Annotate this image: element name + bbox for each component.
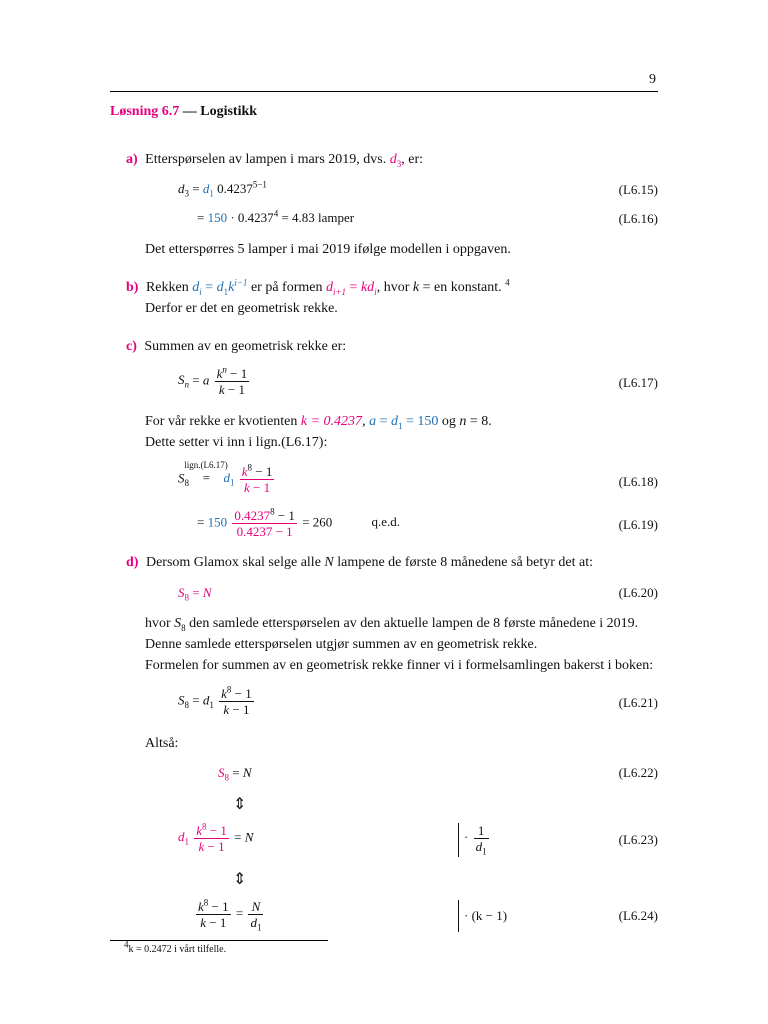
header-rule [110,91,658,92]
n-value: = 8. [469,414,492,429]
tag-l6-16: (L6.16) [618,211,658,226]
part-d-text-4: Formelen for summen av en geometrisk rekke finner vi i formelsamlingen bakerst i boken: [145,658,654,673]
footnote [124,939,227,955]
part-a-text-end: , er: [401,152,423,167]
equation-l6-24: $\frac{k^8 - 1}{k - 1}$ = $\frac{N}{d_1}$ [198,897,262,933]
part-a-intro: a) Etterspørselen av lampen i mars 2019, dvs. $d_3$, er: [126,152,423,169]
eq19-result: = 260 [302,514,333,530]
part-a-text: Etterspørselen av lampen i mars 2019, dvs. [145,152,387,167]
part-d-text-5: Altså: [145,736,179,751]
equivalence-arrow-icon: ⇕ [233,796,247,813]
tag-l6-21: (L6.21) [618,695,658,710]
equation-l6-19: = 150 $\frac{0.4237^8 - 1}{0.4237 - 1}$ = 260 q.e.d. [197,506,401,539]
equation-l6-16: = $150 \cdot 0.4237^4 = 4.83$ lamper [197,208,355,225]
eq19-numerator: 0.4237 [234,508,271,523]
part-b-line2: Derfor er det en geometrisk rekke. [145,301,338,316]
part-d-text-1b: lampene de første 8 månedene så betyr det at: [337,555,594,570]
equation-l6-23: $d_1$ $\frac{k^8 - 1}{k - 1}$ = N [178,821,254,854]
a-value: = 150 [405,414,439,429]
part-a-label: a) [126,152,138,167]
part-a-note: Det etterspørres 5 lamper i mai 2019 ifølge modellen i oppgaven. [145,242,511,257]
op-bar-23 [458,823,459,857]
tag-l6-15: (L6.15) [618,182,658,197]
tag-l6-19: (L6.19) [618,517,658,532]
solution-title: — Logistikk [182,104,258,119]
part-c-label: c) [126,339,137,354]
tag-l6-24: (L6.24) [618,908,658,923]
footnote-rule [110,940,328,941]
op-bar-24 [458,900,459,932]
equation-l6-18: $S_8$ = lign.(L6.17) $d_1$ $\frac{k^8 - 1}{k - 1}$ [178,460,273,495]
part-b-text: Rekken [145,280,189,295]
solution-number: Løsning 6.7 [110,104,180,119]
footnote-ref[interactable]: 4 [505,277,510,288]
solution-heading [110,104,257,120]
part-d-text-2: den samlede etterspørselen av den aktuelle lampen de 8 første månedene i 2019. [189,616,639,631]
over-label: lign.(L6.17) [184,460,228,471]
equation-l6-20: $S_8 = N$ [178,585,212,603]
part-c-quotient-line: For vår rekke er kvotienten k = 0.4237, $a = d_1 = 150$ og n = 8. [145,414,492,431]
part-d-hvor: hvor [145,616,171,631]
part-c-og: og [441,414,456,429]
part-d-text-1: Dersom Glamox skal selge alle [145,555,321,570]
part-b-text-4: = en konstant. [422,280,502,295]
op-24: · (k − 1) [464,908,508,923]
eq16-result: = 4.83 lamper [281,210,355,225]
part-b-text-2: er på formen [250,280,323,295]
part-b-text-3: , hvor [376,280,410,295]
tag-l6-18: (L6.18) [618,474,658,489]
tag-l6-22: (L6.22) [618,765,658,780]
part-d-intro: d) Dersom Glamox skal selge alle N lampene de første 8 månedene så betyr det at: [126,555,594,570]
tag-l6-23: (L6.23) [618,832,658,847]
equation-l6-21: $S_8 = d_1$ $\frac{k^8 - 1}{k - 1}$ [178,684,252,717]
page-number: 9 [649,72,656,87]
eq16-base: · 0.4237 [230,210,274,225]
part-b-label: b) [126,280,139,295]
eq16-value: 150 [207,210,228,225]
equation-l6-22: $S_8 = N$ [218,765,252,783]
part-d-text-2-line: hvor $S_8$ den samlede etterspørselen av den aktuelle lampen de 8 første månedene i 2019. [145,616,639,633]
part-b-line1: b) Rekken $d_i = d_1k^{i-1}$ er på formen $d_{i+1} = kd_i$, hvor k = en konstant. $^4$ [126,277,510,297]
equation-l6-15: $d_3 = d_1$ $0.4237^{5-1}$ [178,179,267,199]
part-c-text-3: Dette setter vi inn i lign.(L6.17): [145,435,328,450]
equivalence-arrow-icon-2: ⇕ [233,871,247,888]
eq19-denominator: 0.4237 − 1 [236,524,293,539]
part-c-text: Summen av en geometrisk rekke er: [144,339,347,354]
op-23: · $\frac{1}{d_1}$ [464,823,487,857]
tag-l6-20: (L6.20) [618,585,658,600]
part-d-label: d) [126,555,139,570]
footnote-text: k = 0.2472 i vårt tilfelle. [128,944,227,955]
k-value: k = 0.4237 [300,414,363,429]
part-c-intro [126,339,346,355]
equation-l6-17: $S_n = a$ $\frac{k^n - 1}{k - 1}$ [178,364,248,397]
footnote-mark: 4 [124,939,129,950]
part-c-text-2: For vår rekke er kvotienten [145,414,298,429]
qed-label: q.e.d. [371,514,401,530]
tag-l6-17: (L6.17) [618,375,658,390]
eq19-value: 150 [207,514,228,530]
part-d-text-3: Denne samlede etterspørselen utgjør summen av en geometrisk rekke. [145,637,538,652]
